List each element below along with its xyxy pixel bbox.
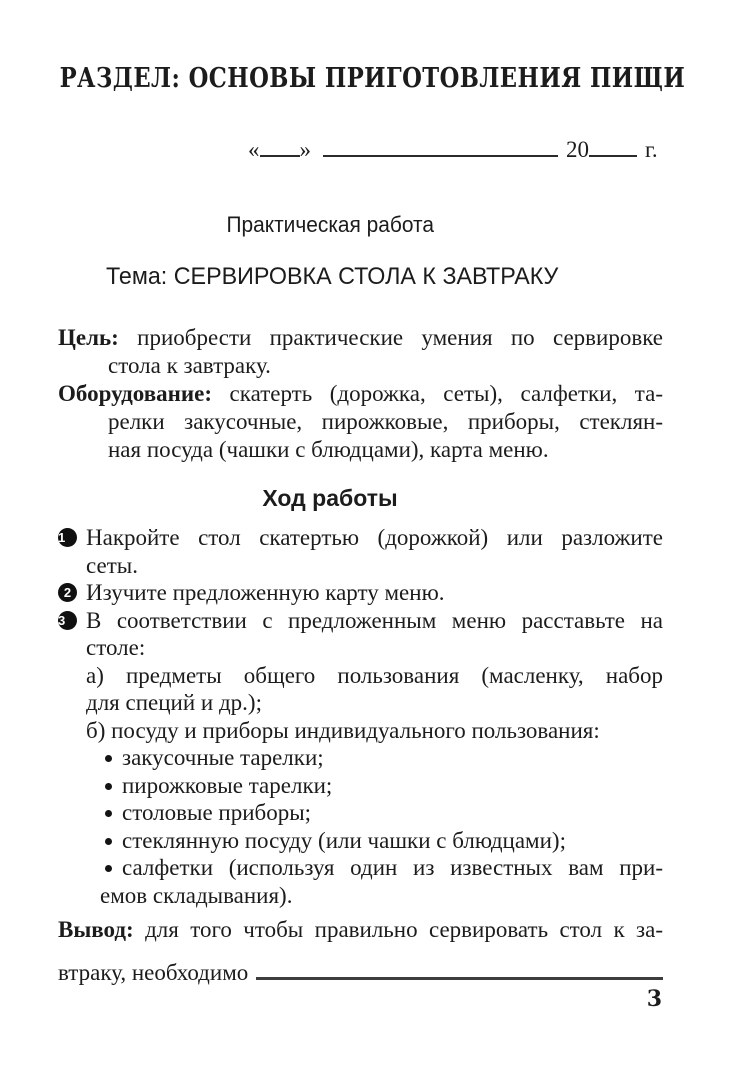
conclusion-label: Вывод:	[58, 917, 134, 942]
equipment-text: ная посуда (чашки с блюдцами), карта меню.	[108, 437, 549, 462]
bullet-text: стеклянную посуду (или чашки с блюдцами);	[122, 827, 566, 853]
date-year-suffix: г.	[645, 137, 658, 162]
intro-paragraphs	[58, 324, 663, 464]
step-text: сеты.	[86, 552, 138, 578]
date-month-blank	[323, 133, 558, 157]
goal-line	[108, 352, 663, 380]
step-1-line	[58, 524, 663, 552]
equipment-line	[108, 408, 663, 436]
bullet-item	[105, 744, 663, 772]
step-text: столе:	[86, 635, 146, 660]
bullet-item	[105, 827, 663, 855]
practical-work-subtitle-text: Практическая работа	[226, 212, 434, 237]
page-number: 3	[646, 986, 662, 1012]
goal-text: стола к завтраку.	[108, 353, 271, 378]
date-year-blank	[589, 133, 637, 157]
date-day-blank	[260, 133, 300, 157]
date-century: 20	[566, 137, 589, 162]
bullet-icon	[105, 755, 112, 762]
bullet-icon	[105, 783, 112, 790]
bullet-item	[105, 772, 663, 800]
topic-title-text: Тема: СЕРВИРОВКА СТОЛА К ЗАВТРАКУ	[105, 263, 559, 290]
goal-label: Цель:	[58, 325, 119, 350]
sub-item-a-line	[86, 689, 663, 717]
equipment-text: скатерть (дорожка, сеты), салфетки, та-	[229, 381, 663, 406]
procedure-steps	[58, 524, 663, 909]
goal-line	[58, 324, 663, 352]
date-quote-close: »	[299, 137, 311, 162]
conclusion-line	[58, 957, 663, 987]
equipment-label: Оборудование:	[58, 381, 212, 406]
bullet-item	[100, 882, 663, 910]
step-3-line	[86, 634, 663, 662]
bullet-item	[105, 799, 663, 827]
step-3-line	[58, 607, 663, 635]
bullet-text: пирожковые тарелки;	[122, 772, 333, 798]
sub-item-b-line	[86, 717, 663, 745]
sub-item-a-line	[86, 662, 663, 690]
bullet-item	[105, 854, 663, 882]
step-text: Накройте стол скатертью (дорожкой) или разложите	[86, 525, 663, 550]
sub-item-text: для специй и др.);	[86, 690, 262, 715]
bullet-text: салфетки (используя один из известных вам при-	[122, 855, 663, 880]
section-title-text: РАЗДЕЛ: ОСНОВЫ ПРИГОТОВЛЕНИЯ ПИЩИ	[59, 63, 686, 94]
conclusion-line	[58, 916, 663, 944]
bullet-text: закусочные тарелки;	[122, 745, 324, 770]
equipment-line	[58, 380, 663, 408]
date-line	[248, 133, 658, 163]
practical-work-subtitle	[0, 212, 660, 238]
step-2-line	[63, 579, 663, 607]
sub-item-text: а) предметы общего пользования (масленку, набор	[86, 662, 663, 688]
equipment-text: релки закусочные, пирожковые, приборы, стеклян-	[108, 409, 663, 434]
step-1-line	[86, 552, 663, 580]
goal-text: приобрести практические умения по сервировке	[137, 325, 664, 350]
step-text: Изучите предложенную карту меню.	[86, 580, 445, 605]
step-2-number-badge-icon: 2	[58, 583, 77, 602]
procedure-heading: Ход работы	[262, 485, 398, 511]
bullet-icon	[105, 865, 112, 872]
conclusion-answer-blank	[256, 957, 663, 980]
conclusion-text: втраку, необходимо	[58, 959, 249, 985]
date-quote-open: «	[248, 137, 260, 162]
bullet-text: столовые приборы;	[122, 800, 312, 825]
step-text: В соответствии с предложенным меню расставьте на	[86, 607, 663, 633]
bullet-icon	[105, 838, 112, 845]
step-3-number-badge-icon: 3	[58, 611, 77, 630]
sub-item-text: б) посуду и приборы индивидуального пользования:	[86, 717, 600, 743]
equipment-line	[108, 436, 663, 464]
section-title	[0, 62, 686, 96]
step-1-number-badge-icon: 1	[58, 528, 77, 547]
conclusion-paragraph	[58, 916, 663, 987]
conclusion-text: для того чтобы правильно сервировать стол к за-	[145, 917, 664, 942]
bullet-text: емов складывания).	[100, 882, 293, 908]
topic-title	[0, 261, 664, 293]
bullet-icon	[105, 810, 112, 817]
